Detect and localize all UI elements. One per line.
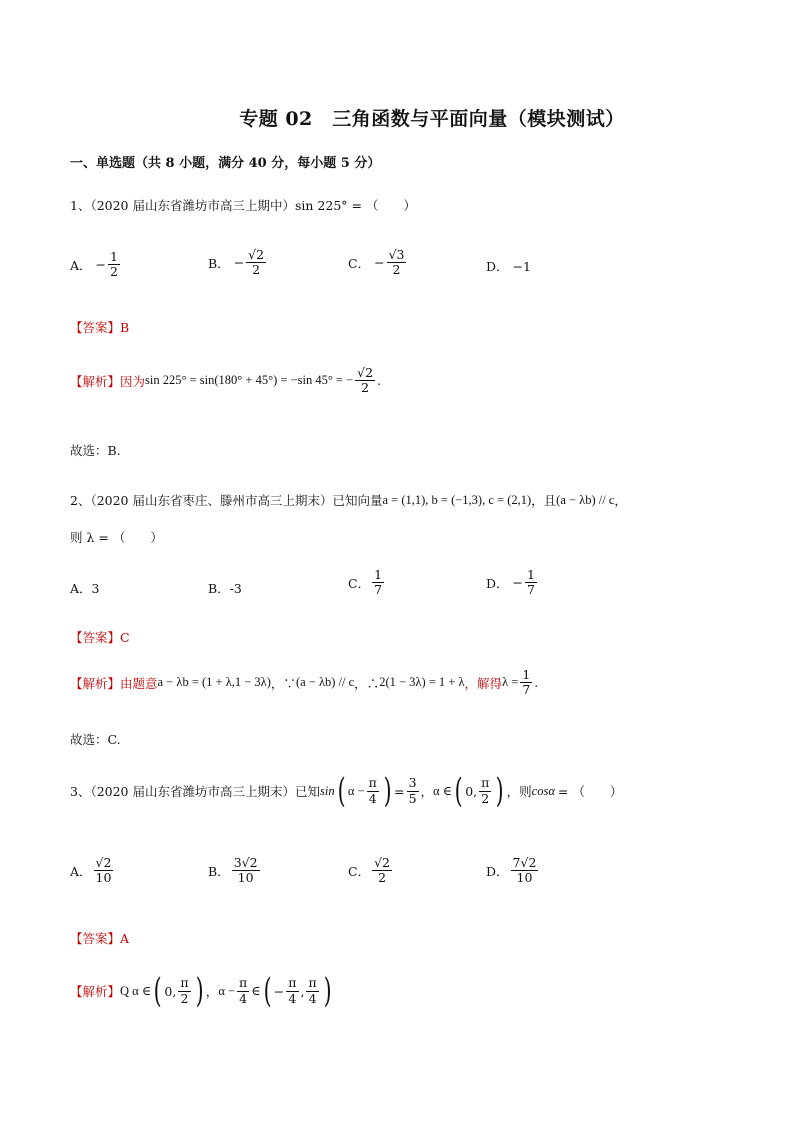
question-2-stem: 2、（2020 届山东省枣庄、滕州市高三上期末）已知向量 a = (1,1), b = (−1,3), c = (2,1) ，且 (a − λb) // c ， [70, 492, 627, 508]
page-title: 专题 02 三角函数与平面向量（模块测试） [239, 108, 625, 130]
q1-option-d: D． −1 [486, 258, 531, 274]
q3-option-a: A． $\frac{√2}{10}$ [70, 855, 112, 886]
question-3-stem: 3、（2020 届山东省潍坊市高三上期末）已知 sin ( α − $\frac{\pi}{4}$ ) = $\frac{3}{5}$ ， α ∈ ( 0, $\frac{\pi}{2}$ ) ，则 cosα = （ ） [70, 771, 623, 811]
q1-option-b: B． − $\frac{√2}{2}$ [208, 247, 265, 278]
q2-option-d: D． − $\frac{1}{7}$ [486, 567, 535, 598]
section-heading: 一、单选题（共 8 小题，满分 40 分，每小题 5 分） [70, 156, 381, 171]
question-1-stem: 1、（2020 届山东省潍坊市高三上期中）sin 225° = （ ） [70, 198, 416, 213]
q3-analysis: 【解析】 Q α ∈ ( 0, $\frac{\pi}{2}$ ) ， α − $\frac{\pi}{4}$ ∈ ( − $\frac{\pi}{4}$ , $\frac{\pi}{4}$ ) [70, 971, 332, 1011]
q1-option-c: C． − $\frac{√3}{2}$ [348, 247, 405, 278]
q2-analysis: 【解析】 由题意 a − λb = (1 + λ,1 − 3λ) ，∵ (a − λb) // c ，∴ 2(1 − 3λ) = 1 + λ ，解得 λ = $\frac{1}{7}$ . [70, 667, 539, 698]
q2-pick: 故选：C. [70, 732, 121, 747]
q2-option-a: A．3 [70, 581, 100, 596]
q3-option-d: D． $\frac{7√2}{10}$ [486, 855, 537, 886]
q1-answer: 【答案】B [70, 320, 130, 335]
q2-option-b: B．-3 [208, 581, 242, 596]
q1-pick: 故选：B. [70, 443, 121, 458]
q3-answer: 【答案】A [70, 931, 130, 946]
q3-option-c: C． $\frac{√2}{2}$ [348, 855, 390, 886]
q3-option-b: B． $\frac{3√2}{10}$ [208, 855, 258, 886]
q1-option-a: A． − $\frac{1}{2}$ [70, 249, 118, 280]
q2-answer: 【答案】C [70, 630, 130, 645]
q2-option-c: C． $\frac{1}{7}$ [348, 567, 383, 598]
question-2-stem-line2: 则 λ = （ ） [70, 530, 163, 545]
q1-analysis: 【解析】 因为 sin 225° = sin(180° + 45°) = −sin 45° = − $\frac{√2}{2}$ . [70, 365, 382, 396]
